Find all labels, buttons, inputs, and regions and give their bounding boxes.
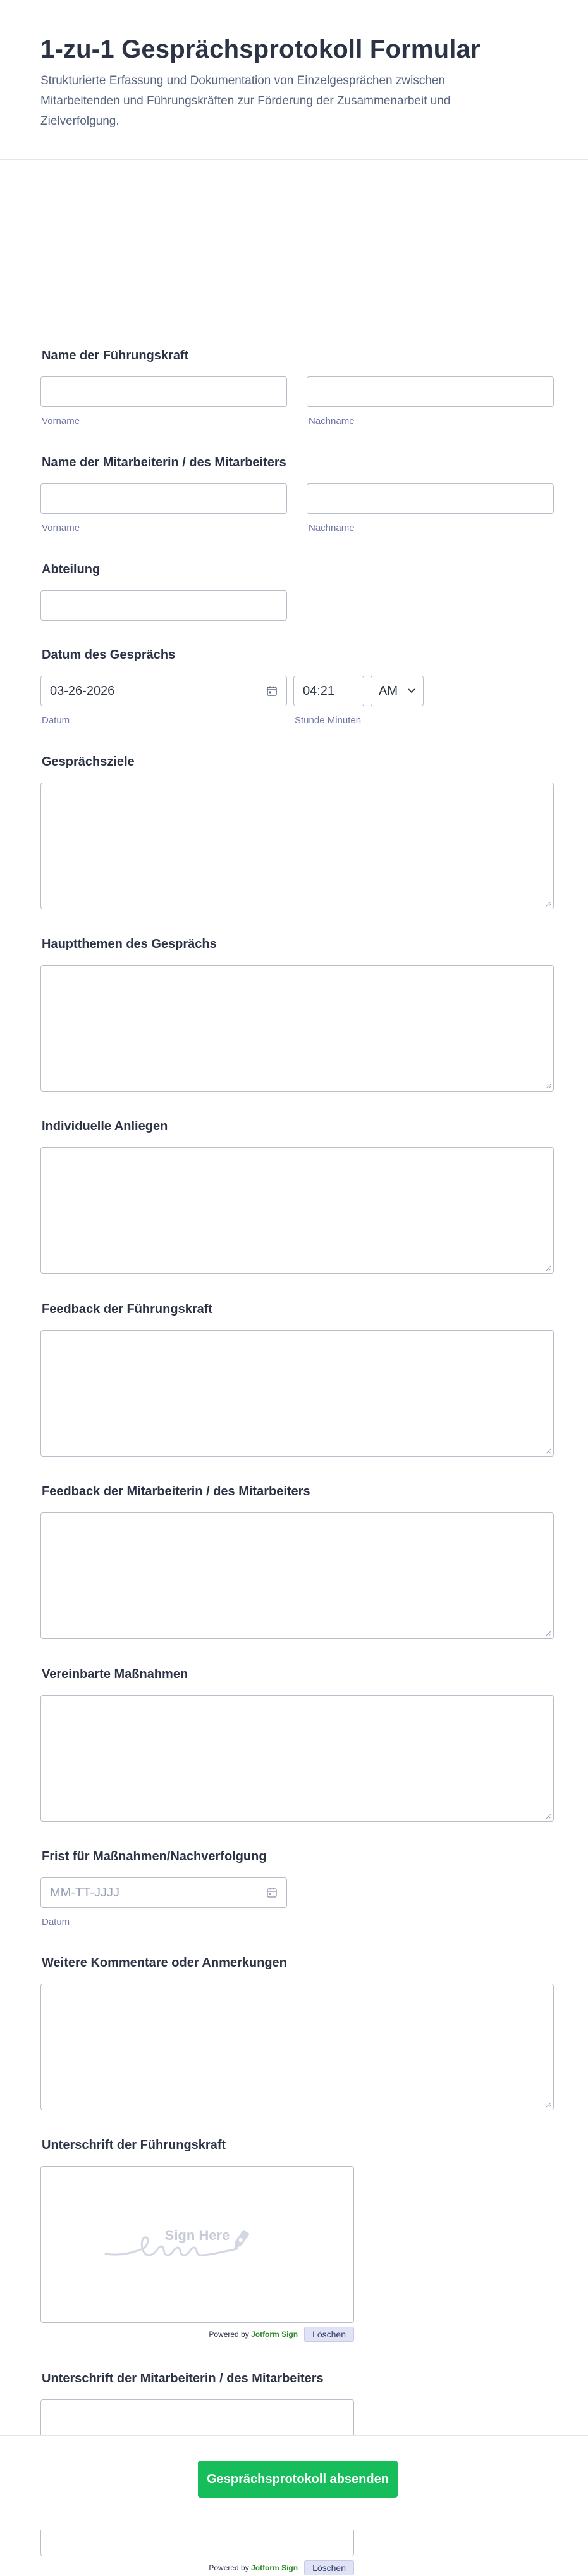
deadline-sublabel: Datum	[42, 1917, 70, 1927]
clear-signature-button[interactable]: Löschen	[304, 2560, 354, 2575]
employee-last-name-input[interactable]	[307, 483, 554, 514]
calendar-icon[interactable]	[266, 685, 278, 697]
powered-by-prefix: Powered by	[209, 2563, 249, 2572]
deadline-placeholder: MM-TT-JJJJ	[50, 1885, 119, 1900]
manager-last-name-sublabel: Nachname	[309, 416, 355, 426]
chevron-down-icon	[408, 688, 415, 694]
employee-feedback-textarea[interactable]	[40, 1512, 554, 1639]
powered-by-text	[209, 2563, 298, 2572]
topics-label: Hauptthemen des Gesprächs	[42, 937, 217, 951]
actions-textarea[interactable]	[40, 1695, 554, 1822]
department-input[interactable]	[40, 590, 287, 621]
resize-handle-icon[interactable]	[545, 1630, 551, 1636]
resize-handle-icon[interactable]	[545, 1265, 551, 1271]
form-title: 1-zu-1 Gesprächsprotokoll Formular	[40, 35, 481, 63]
employee-first-name-input[interactable]	[40, 483, 287, 514]
concerns-textarea[interactable]	[40, 1147, 554, 1274]
manager-feedback-textarea[interactable]	[40, 1330, 554, 1457]
date-value: 03-26-2026	[50, 683, 115, 698]
date-sublabel: Datum	[42, 715, 70, 726]
manager-last-name-input[interactable]	[307, 376, 554, 407]
employee-name-label: Name der Mitarbeiterin / des Mitarbeiters	[42, 456, 286, 470]
manager-signature-footer	[40, 2326, 354, 2343]
goals-textarea[interactable]	[40, 783, 554, 909]
deadline-input[interactable]	[40, 1877, 287, 1908]
manager-first-name-input[interactable]	[40, 376, 287, 407]
clear-signature-button[interactable]: Löschen	[304, 2327, 354, 2342]
resize-handle-icon[interactable]	[545, 1448, 551, 1454]
employee-signature-footer	[40, 2560, 354, 2576]
employee-signature-label: Unterschrift der Mitarbeiterin / des Mitarbeiters	[42, 2372, 324, 2386]
form-footer	[0, 2435, 588, 2530]
form-description: Strukturierte Erfassung und Dokumentation von Einzelgesprächen zwischen Mitarbeitenden und Führungskräften zur Förderung der Zusammenarbeit und Zielverfolgung.	[40, 74, 451, 128]
manager-signature-pad[interactable]	[40, 2166, 354, 2323]
signature-scribble-icon	[104, 2224, 281, 2268]
submit-button[interactable]: Gesprächsprotokoll absenden	[198, 2461, 398, 2498]
manager-signature-label: Unterschrift der Führungskraft	[42, 2138, 226, 2152]
form-header	[0, 0, 588, 160]
resize-handle-icon[interactable]	[545, 2101, 551, 2108]
resize-handle-icon[interactable]	[545, 1813, 551, 1819]
topics-textarea[interactable]	[40, 965, 554, 1092]
resize-handle-icon[interactable]	[545, 900, 551, 907]
powered-by-prefix: Powered by	[209, 2330, 249, 2339]
manager-first-name-sublabel: Vorname	[42, 416, 80, 426]
resize-handle-icon[interactable]	[545, 1083, 551, 1089]
department-label: Abteilung	[42, 563, 101, 576]
deadline-label: Frist für Maßnahmen/Nachverfolgung	[42, 1850, 267, 1864]
ampm-value: AM	[379, 683, 398, 698]
actions-label: Vereinbarte Maßnahmen	[42, 1667, 188, 1681]
comments-label: Weitere Kommentare oder Anmerkungen	[42, 1956, 287, 1970]
calendar-icon[interactable]	[266, 1887, 278, 1898]
powered-by-text	[209, 2330, 298, 2339]
employee-first-name-sublabel: Vorname	[42, 523, 80, 533]
date-input[interactable]	[40, 676, 287, 706]
employee-last-name-sublabel: Nachname	[309, 523, 355, 533]
employee-feedback-label: Feedback der Mitarbeiterin / des Mitarbeiters	[42, 1484, 310, 1498]
goals-label: Gesprächsziele	[42, 755, 135, 769]
manager-name-label: Name der Führungskraft	[42, 349, 189, 363]
sign-here-placeholder: Sign Here	[164, 2227, 230, 2243]
manager-feedback-label: Feedback der Führungskraft	[42, 1302, 213, 1316]
time-sublabel: Stunde Minuten	[295, 715, 362, 726]
ampm-select[interactable]	[371, 676, 424, 706]
date-label: Datum des Gesprächs	[42, 648, 176, 662]
jotform-sign-brand[interactable]: Jotform Sign	[251, 2563, 298, 2572]
comments-textarea[interactable]	[40, 1984, 554, 2110]
time-input[interactable]: 04:21	[293, 676, 364, 706]
jotform-sign-brand[interactable]: Jotform Sign	[251, 2330, 298, 2339]
concerns-label: Individuelle Anliegen	[42, 1119, 168, 1133]
